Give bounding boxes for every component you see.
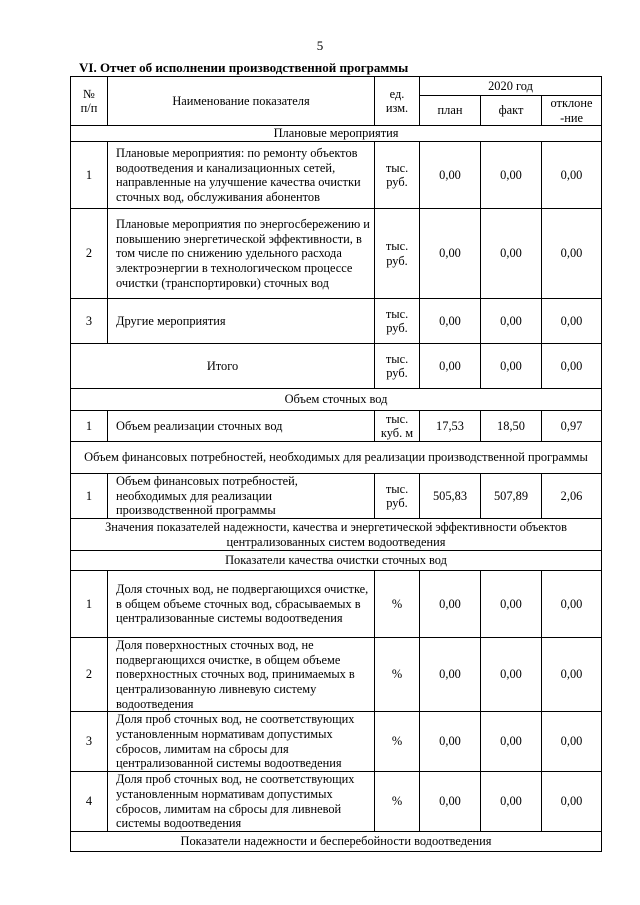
row-plan: 0,00 bbox=[420, 344, 481, 389]
section-title: Плановые мероприятия bbox=[71, 126, 602, 142]
row-number: 1 bbox=[71, 142, 108, 209]
row-fact: 18,50 bbox=[481, 411, 542, 442]
row-number: 1 bbox=[71, 571, 108, 638]
row-plan: 0,00 bbox=[420, 772, 481, 832]
section-row bbox=[71, 389, 602, 411]
row-deviation: 0,00 bbox=[542, 344, 602, 389]
row-fact: 0,00 bbox=[481, 571, 542, 638]
row-name: Объем реализации сточных вод bbox=[108, 411, 375, 442]
row-plan: 0,00 bbox=[420, 209, 481, 299]
row-name: Доля проб сточных вод, не соответствующих установленным нормативам допустимых сбросов, лимитам на сбросы для централизованной системы водоотведения bbox=[108, 712, 375, 772]
table-row bbox=[71, 411, 602, 442]
section-row bbox=[71, 442, 602, 474]
row-name: Доля поверхностных сточных вод, не подвергающихся очистке, в общем объеме поверхностных сточных вод, принимаемых в централизованную ливневую систему водоотведения bbox=[108, 638, 375, 712]
row-plan: 505,83 bbox=[420, 474, 481, 519]
row-number: 1 bbox=[71, 474, 108, 519]
row-deviation: 0,00 bbox=[542, 712, 602, 772]
row-fact: 507,89 bbox=[481, 474, 542, 519]
production-program-report-table bbox=[70, 76, 602, 852]
row-unit: % bbox=[375, 638, 420, 712]
total-label: Итого bbox=[71, 344, 375, 389]
row-deviation: 0,00 bbox=[542, 638, 602, 712]
section-heading: VI. Отчет об исполнении производственной программы bbox=[79, 60, 409, 75]
row-deviation: 0,00 bbox=[542, 571, 602, 638]
section-row bbox=[71, 551, 602, 571]
table-row bbox=[71, 142, 602, 209]
row-fact: 0,00 bbox=[481, 712, 542, 772]
section-title: Объем финансовых потребностей, необходимых для реализации производственной программы bbox=[71, 442, 602, 474]
table-header-row bbox=[71, 77, 602, 96]
row-deviation: 0,00 bbox=[542, 772, 602, 832]
row-unit: тыс. руб. bbox=[375, 142, 420, 209]
row-unit: тыс. руб. bbox=[375, 474, 420, 519]
row-fact: 0,00 bbox=[481, 772, 542, 832]
table-row bbox=[71, 474, 602, 519]
page-number: 5 bbox=[316, 38, 324, 53]
table-row bbox=[71, 638, 602, 712]
row-unit: % bbox=[375, 571, 420, 638]
row-name: Объем финансовых потребностей, необходимых для реализации производственной программы bbox=[108, 474, 375, 519]
row-name: Плановые мероприятия по энергосбережению и повышению энергетической эффективности, в том числе по снижению удельного расхода электроэнергии в технологическом процессе очистки (транспортировки) сточных вод bbox=[108, 209, 375, 299]
row-fact: 0,00 bbox=[481, 638, 542, 712]
header-fact: факт bbox=[481, 96, 542, 126]
table-row bbox=[71, 712, 602, 772]
row-plan: 0,00 bbox=[420, 571, 481, 638]
table-row bbox=[71, 209, 602, 299]
section-row bbox=[71, 519, 602, 551]
row-name: Другие мероприятия bbox=[108, 299, 375, 344]
section-title: Значения показателей надежности, качества и энергетической эффективности объектов централизованных систем водоотведения bbox=[71, 519, 602, 551]
row-deviation: 0,97 bbox=[542, 411, 602, 442]
row-plan: 0,00 bbox=[420, 712, 481, 772]
header-deviation: отклоне -ние bbox=[542, 96, 602, 126]
row-number: 2 bbox=[71, 209, 108, 299]
section-title: Объем сточных вод bbox=[71, 389, 602, 411]
header-name: Наименование показателя bbox=[108, 77, 375, 126]
row-unit: тыс. руб. bbox=[375, 209, 420, 299]
section-title: Показатели качества очистки сточных вод bbox=[71, 551, 602, 571]
header-number: № п/п bbox=[71, 77, 108, 126]
row-number: 3 bbox=[71, 299, 108, 344]
row-fact: 0,00 bbox=[481, 299, 542, 344]
total-row bbox=[71, 344, 602, 389]
row-plan: 0,00 bbox=[420, 142, 481, 209]
header-plan: план bbox=[420, 96, 481, 126]
section-row bbox=[71, 126, 602, 142]
row-plan: 0,00 bbox=[420, 638, 481, 712]
row-deviation: 0,00 bbox=[542, 299, 602, 344]
row-fact: 0,00 bbox=[481, 142, 542, 209]
row-fact: 0,00 bbox=[481, 209, 542, 299]
table-row bbox=[71, 299, 602, 344]
header-unit: ед. изм. bbox=[375, 77, 420, 126]
row-number: 3 bbox=[71, 712, 108, 772]
row-deviation: 0,00 bbox=[542, 209, 602, 299]
table-row bbox=[71, 772, 602, 832]
row-unit: тыс. руб. bbox=[375, 299, 420, 344]
section-title: Показатели надежности и бесперебойности водоотведения bbox=[71, 832, 602, 852]
row-name: Доля сточных вод, не подвергающихся очистке, в общем объеме сточных вод, сбрасываемых в централизованные системы водоотведения bbox=[108, 571, 375, 638]
row-number: 4 bbox=[71, 772, 108, 832]
row-unit: тыс. руб. bbox=[375, 344, 420, 389]
row-name: Плановые мероприятия: по ремонту объектов водоотведения и канализационных сетей, направленные на улучшение качества очистки сточных вод, обслуживания абонентов bbox=[108, 142, 375, 209]
table-row bbox=[71, 571, 602, 638]
row-number: 1 bbox=[71, 411, 108, 442]
header-year: 2020 год bbox=[420, 77, 602, 96]
row-name: Доля проб сточных вод, не соответствующих установленным нормативам допустимых сбросов, лимитам на сбросы для ливневой системы водоотведения bbox=[108, 772, 375, 832]
row-plan: 17,53 bbox=[420, 411, 481, 442]
row-unit: % bbox=[375, 772, 420, 832]
row-unit: тыс. куб. м bbox=[375, 411, 420, 442]
section-row bbox=[71, 832, 602, 852]
row-fact: 0,00 bbox=[481, 344, 542, 389]
row-deviation: 0,00 bbox=[542, 142, 602, 209]
row-number: 2 bbox=[71, 638, 108, 712]
row-deviation: 2,06 bbox=[542, 474, 602, 519]
row-unit: % bbox=[375, 712, 420, 772]
row-plan: 0,00 bbox=[420, 299, 481, 344]
